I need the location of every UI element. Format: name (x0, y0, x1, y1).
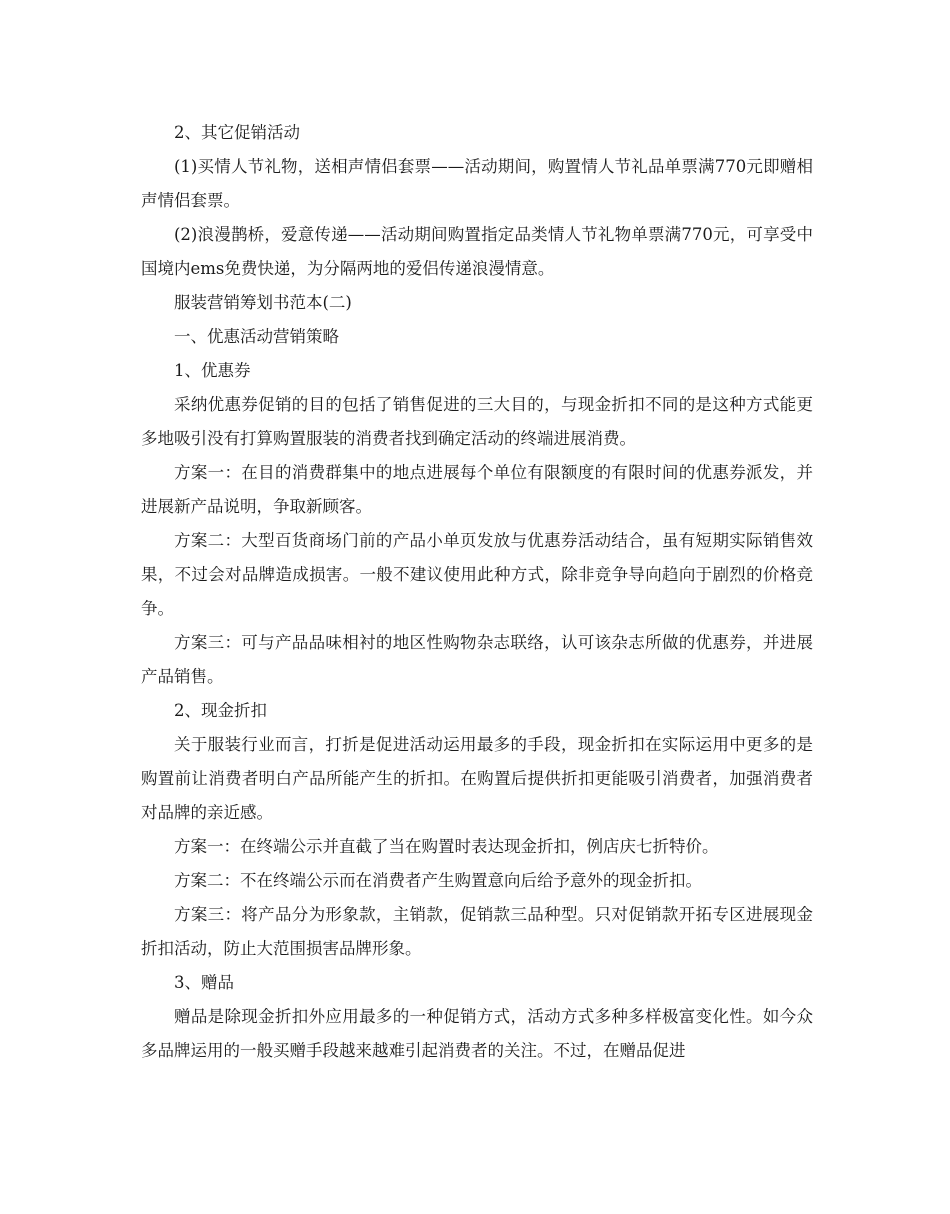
paragraph: 采纳优惠券促销的目的包括了销售促进的三大目的，与现金折扣不同的是这种方式能更多地吸引没有打算购置服装的消费者找到确定活动的终端进展消费。 (141, 395, 813, 448)
paragraph: (2)浪漫鹊桥，爱意传递——活动期间购置指定品类情人节礼物单票满770元，可享受中国境内ems免费快递，为分隔两地的爱侣传递浪漫情意。 (141, 225, 813, 278)
document-title: 服装营销筹划书范本(二) (174, 293, 352, 312)
subsection-heading: 3、赠品 (174, 973, 234, 992)
paragraph: (1)买情人节礼物，送相声情侣套票——活动期间，购置情人节礼品单票满770元即赠相声情侣套票。 (141, 157, 813, 210)
paragraph: 方案一：在目的消费群集中的地点进展每个单位有限额度的有限时间的优惠券派发，并进展新产品说明，争取新顾客。 (141, 463, 813, 516)
paragraph: 方案三：将产品分为形象款，主销款，促销款三品种型。只对促销款开拓专区进展现金折扣活动，防止大范围损害品牌形象。 (141, 905, 813, 958)
paragraph: 方案二：不在终端公示而在消费者产生购置意向后给予意外的现金折扣。 (174, 871, 702, 890)
document-body (141, 116, 813, 1068)
paragraph: 方案一：在终端公示并直截了当在购置时表达现金折扣，例店庆七折特价。 (174, 837, 719, 856)
section-heading: 2、其它促销活动 (174, 123, 300, 142)
subsection-heading: 2、现金折扣 (174, 701, 267, 720)
paragraph: 赠品是除现金折扣外应用最多的一种促销方式，活动方式多种多样极富变化性。如今众多品牌运用的一般买赠手段越来越难引起消费者的关注。不过，在赠品促进 (141, 1007, 813, 1060)
subsection-heading: 1、优惠券 (174, 361, 251, 380)
paragraph: 关于服装行业而言，打折是促进活动运用最多的手段，现金折扣在实际运用中更多的是购置前让消费者明白产品所能产生的折扣。在购置后提供折扣更能吸引消费者，加强消费者对品牌的亲近感。 (141, 735, 813, 822)
paragraph: 方案三：可与产品品味相衬的地区性购物杂志联络，认可该杂志所做的优惠券，并进展产品销售。 (141, 633, 813, 686)
section-heading: 一、优惠活动营销策略 (174, 327, 339, 346)
paragraph: 方案二：大型百货商场门前的产品小单页发放与优惠券活动结合，虽有短期实际销售效果，不过会对品牌造成损害。一般不建议使用此种方式，除非竞争导向趋向于剧烈的价格竞争。 (141, 531, 813, 618)
